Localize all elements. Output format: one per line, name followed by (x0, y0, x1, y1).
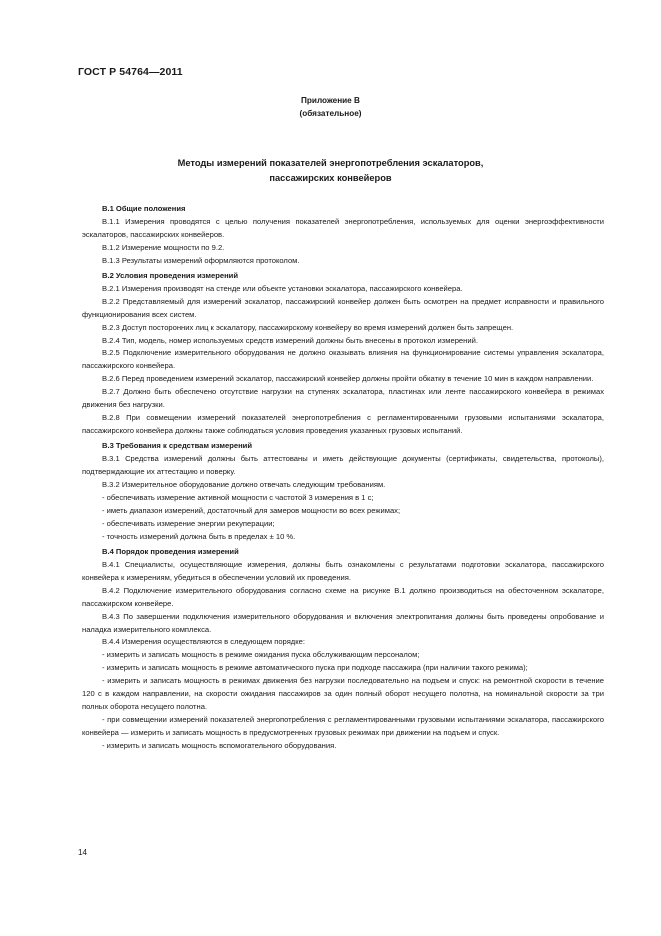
annex-title (0, 156, 661, 186)
section-heading: В.1 Общие положения (102, 204, 186, 213)
annex-title-line-2: пассажирских конвейеров (269, 173, 392, 183)
paragraph: В.3.2 Измерительное оборудование должно отвечать следующим требованиям. (102, 480, 386, 490)
annex-title-line-1: Методы измерений показателей энергопотребления эскалаторов, (177, 158, 484, 168)
paragraph: В.1.1 Измерения проводятся с целью получения показателей энергопотребления, используемых для оценки энергоэффективности эскалаторов, пассажирских конвейеров. (82, 216, 604, 239)
list-item: - измерить и записать мощность в режимах движения без нагрузки последовательно на подъем и спуск: на ремонтной скорости в течение 120 с в каждом направлении, на скорости ожидания пассажиров за один полный оборот несущего полотна, на номинальной скорости за три полных оборота несущего полотна. (82, 676, 604, 712)
list-item: - иметь диапазон измерений, достаточный для замеров мощности во всех режимах; (102, 505, 401, 515)
list-item: - обеспечивать измерение активной мощности с частотой 3 измерения в 1 с; (102, 492, 374, 502)
document-code: ГОСТ Р 54764—2011 (78, 66, 183, 78)
section-heading: В.2 Условия проведения измерений (102, 270, 239, 280)
list-item: - обеспечивать измерение энергии рекуперации; (102, 518, 275, 528)
paragraph: В.2.5 Подключение измерительного оборудования не должно оказывать влияния на функционирование системы управления эскалатора, пассажирского конвейера. (82, 348, 604, 371)
list-item: - точность измерений должна быть в пределах ± 10 %. (102, 531, 296, 541)
paragraph: В.2.8 При совмещении измерений показателей энергопотребления с регламентированными грузовыми испытаниями эскалатора, пассажирского конвейера должны также соблюдаться условия проведения указанных грузовых испытаний. (82, 413, 604, 436)
paragraph: В.2.7 Должно быть обеспечено отсутствие нагрузки на ступенях эскалатора, пластинах или ленте пассажирского конвейера в режимах движения без нагрузки. (82, 387, 604, 410)
list-item: - измерить и записать мощность вспомогательного оборудования. (102, 741, 337, 751)
section-heading: В.4 Порядок проведения измерений (102, 546, 239, 556)
section-heading: В.3 Требования к средствам измерений (102, 441, 253, 451)
paragraph: В.2.6 Перед проведением измерений эскалатор, пассажирский конвейер должны пройти обкатку в течение 10 мин в каждом направлении. (102, 374, 594, 384)
paragraph: В.2.3 Доступ посторонних лиц к эскалатору, пассажирскому конвейеру во время измерений должен быть запрещен. (102, 322, 514, 332)
paragraph: В.4.4 Измерения осуществляются в следующем порядке: (102, 637, 305, 647)
list-item: - измерить и записать мощность в режиме ожидания пуска обслуживающим персоналом; (102, 650, 420, 660)
paragraph: В.4.2 Подключение измерительного оборудования согласно схеме на рисунке В.1 должно производиться на обесточенном эскалаторе, пассажирском конвейере. (82, 585, 604, 608)
list-item: - измерить и записать мощность в режиме автоматического пуска при подходе пассажира (при наличии такого режима); (102, 663, 528, 673)
paragraph: В.1.2 Измерение мощности по 9.2. (102, 242, 225, 252)
annex-label: Приложение В (301, 96, 360, 105)
paragraph: В.4.1 Специалисты, осуществляющие измерения, должны быть ознакомлены с результатами подготовки эскалатора, пассажирского конвейера к измерениям, убедиться в обеспечении условий их проведения. (82, 559, 604, 582)
paragraph: В.1.3 Результаты измерений оформляются протоколом. (102, 255, 300, 265)
annex-status: (обязательное) (299, 109, 362, 118)
page-number: 14 (78, 848, 88, 857)
paragraph: В.4.3 По завершении подключения измерительного оборудования и включения электропитания должны быть проведены опробование и наладка измерительного комплекса. (82, 611, 604, 634)
paragraph: В.2.1 Измерения производят на стенде или объекте установки эскалатора, пассажирского конвейера. (102, 283, 463, 293)
document-body (82, 201, 604, 753)
paragraph: В.2.2 Представляемый для измерений эскалатор, пассажирский конвейер должен быть осмотрен на предмет исправности и правильного функционирования всех систем. (82, 296, 604, 319)
paragraph: В.3.1 Средства измерений должны быть аттестованы и иметь действующие документы (сертификаты, свидетельства, протоколы), подтверждающие их аттестацию и поверку. (82, 454, 604, 477)
paragraph: В.2.4 Тип, модель, номер используемых средств измерений должны быть внесены в протокол измерений. (102, 335, 478, 345)
list-item: - при совмещении измерений показателей энергопотребления с регламентированными грузовыми испытаниями эскалатора, пассажирского конвейера — измерить и записать мощность в предусмотренных грузовых режимах при движении на подъем и спуск. (82, 715, 604, 738)
